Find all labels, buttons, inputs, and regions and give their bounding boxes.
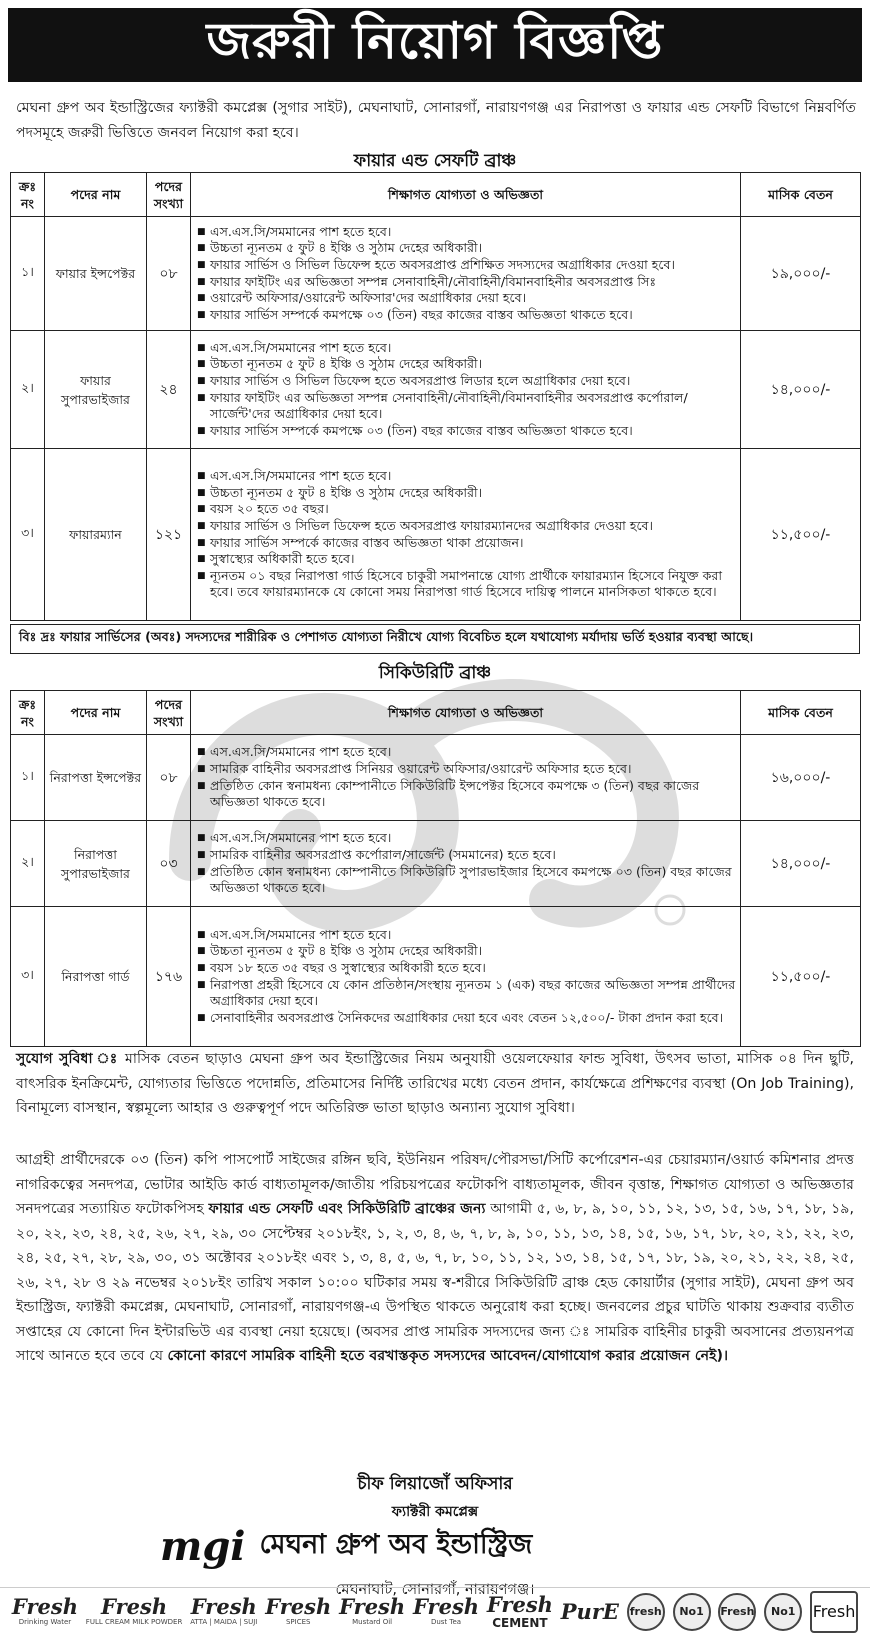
signatory-dept: ফ্যাক্টরী কমপ্লেক্স [391,1504,479,1520]
row-post: নিরাপত্তা সুপারভাইজার [45,821,147,907]
brand-badge-icon: Fresh [810,1591,858,1633]
requirement-item: ■ এস.এস.সি/সমমানের পাশ হতে হবে। [197,340,736,357]
row-count: ১৭৬ [147,907,191,1047]
signatory-title: চীফ লিয়াজোঁ অফিসার [357,1474,513,1494]
row-post: ফায়ারম্যান [45,449,147,621]
brand-badge-icon: Fresh [718,1593,756,1631]
row-post: নিরাপত্তা ইন্সপেক্টর [45,735,147,821]
row-sl: ৩। [11,449,45,621]
requirement-item: ■ এস.এস.সি/সমমানের পাশ হতে হবে। [197,744,736,761]
apply-text-1: আগ্রহী প্রার্থীদেরকে ০৩ (তিন) কপি পাসপোর্ট সাইজের রঙ্গিন ছবি, ইউনিয়ন পরিষদ/পৌরসভা/সিটি কর্পোরেশন-এর চেয়ারম্যান/ওয়ার্ড কমিশনার প্রদত্ত নাগরিকত্বের সনদপত্র, ভোটার আইডি কার্ড বাধ্যতামূলক/জাতীয় পরিচয়পত্রের ফটোকপি বাধ্যতামূলক, জীবন বৃত্তান্ত, শিক্ষাগত যোগ্যতা ও অভিজ্ঞতার সনদপত্রের সত্যায়িত ফটোকপিসহ [16,1152,854,1217]
requirement-item: ■ ন্যূনতম ০১ বছর নিরাপত্তা গার্ড হিসেবে চাকুরী সমাপনান্তে যোগ্য প্রার্থীকে ফায়ারম্যান হিসেবে নিযুক্ত করা হবে। তবে ফায়ারম্যানকে যে কোনো সময় নিরাপত্তা গার্ড হিসেবে দায়িত্ব পালনে মানসিকতা থাকতে হবে। [197,568,736,601]
requirement-item: ■ ওয়ারেন্ট অফিসার/ওয়ারেন্ট অফিসার'দের অগ্রাধিকার দেয়া হবে। [197,290,736,307]
requirement-item: ■ ফায়ার সার্ভিস সম্পর্কে কমপক্ষে ০৩ (তিন) বছর কাজের বাস্তব অভিজ্ঞতা থাকতে হবে। [197,423,736,440]
brand-logo: PurE [560,1598,619,1624]
company-logo: mgi [160,1522,246,1570]
security-branch-table [10,690,861,1047]
table-row [11,331,861,449]
row-salary: ১৪,০০০/- [741,821,861,907]
header-count: পদের সংখ্যা [147,691,191,735]
row-requirements [191,821,741,907]
row-count: ২৪ [147,331,191,449]
brand-badge-icon: fresh [627,1593,665,1631]
row-post: ফায়ার সুপারভাইজার [45,331,147,449]
table-row [11,907,861,1047]
requirement-item: ■ এস.এস.সি/সমমানের পাশ হতে হবে। [197,830,736,847]
brand-badge-icon: No1 [764,1593,802,1631]
row-count: ১২১ [147,449,191,621]
fire-branch-note: বিঃ দ্রঃ ফায়ার সার্ভিসের (অবঃ) সদস্যদের শারীরিক ও পেশাগত যোগ্যতা নিরীখে যোগ্য বিবেচিত হলে যথাযোগ্য মর্যাদায় ভর্তি হওয়ার ব্যবস্থা আছে। [10,624,860,654]
apply-paragraph [16,1148,854,1369]
requirement-item: ■ ফায়ার সার্ভিস সম্পর্কে কাজের বাস্তব অভিজ্ঞতা থাকা প্রয়োজন। [197,535,736,552]
header-post: পদের নাম [45,691,147,735]
apply-bold-2: কোনো কারণে সামরিক বাহিনী হতে বরখাস্তকৃত সদস্যদের আবেদন/যোগাযোগ করার প্রয়োজন নেই)। [167,1348,729,1364]
requirement-item: ■ সামরিক বাহিনীর অবসরপ্রাপ্ত সিনিয়র ওয়ারেন্ট অফিসার/ওয়ারেন্ট অফিসার হতে হবে। [197,761,736,778]
company-name: মেঘনা গ্রুপ অব ইন্ডাস্ট্রিজ [259,1528,533,1560]
intro-paragraph: মেঘনা গ্রুপ অব ইন্ডাস্ট্রিজের ফ্যাক্টরী কমপ্লেক্স (সুগার সাইট), মেঘনাঘাট, সোনারগাঁ, নারায়ণগঞ্জ এর নিরাপত্তা ও ফায়ার এন্ড সেফটি বিভাগে নিম্নবর্ণিত পদসমূহে জরুরী ভিত্তিতে জনবল নিয়োগ করা হবে। [16,100,856,141]
row-count: ০৮ [147,735,191,821]
requirement-item: ■ ফায়ার সার্ভিস ও সিভিল ডিফেন্স হতে অবসরপ্রাপ্ত ফায়ারম্যানদের অগ্রাধিকার দেওয়া হবে। [197,518,736,535]
requirement-item: ■ নিরাপত্তা প্রহরী হিসেবে যে কোন প্রতিষ্ঠান/সংস্থায় ন্যূনতম ১ (এক) বছর কাজের অভিজ্ঞতা সম্পন্ন প্রার্থীদের অগ্রাধিকার দেয়া হবে। [197,977,736,1010]
brand-badge-icon: No1 [673,1593,711,1631]
row-requirements [191,331,741,449]
row-sl: ১। [11,217,45,331]
benefits-paragraph [16,1047,854,1121]
table-header-row [11,173,861,217]
requirement-item: ■ প্রতিষ্ঠিত কোন স্বনামধন্য কোম্পানীতে সিকিউরিটি সুপারভাইজার হিসেবে কমপক্ষে ০৩ (তিন) বছর কাজের অভিজ্ঞতা থাকতে হবে। [197,864,736,897]
brand-logo: Fresh FULL CREAM MILK POWDER [85,1594,183,1626]
security-branch-title: সিকিউরিটি ব্রাঞ্চ [378,663,492,683]
requirement-item: ■ ফায়ার ফাইটিং এর অভিজ্ঞতা সম্পন্ন সেনাবাহিনী/নৌবাহিনী/বিমানবাহিনীর অবসরপ্রাপ্ত কর্পোরাল/সার্জেন্ট'দের অগ্রাধিকার দেয়া হবে। [197,390,736,423]
header-salary: মাসিক বেতন [741,691,861,735]
row-count: ০৮ [147,217,191,331]
company-address: মেঘনাঘাট, সোনারগাঁ, নারায়ণগঞ্জ। [335,1582,535,1598]
row-sl: ১। [11,735,45,821]
requirement-item: ■ উচ্চতা ন্যূনতম ৫ ফুট ৪ ইঞ্চি ও সুঠাম দেহের অধিকারী। [197,943,736,960]
fire-branch-table [10,172,861,621]
brand-logo: Fresh Drinking Water [11,1594,78,1626]
row-sl: ৩। [11,907,45,1047]
requirement-item: ■ সামরিক বাহিনীর অবসরপ্রাপ্ত কর্পোরাল/সার্জেন্ট (সমমানের) হতে হবে। [197,847,736,864]
header-sl: ক্রঃ নং [11,691,45,735]
requirement-item: ■ উচ্চতা ন্যূনতম ৫ ফুট ৪ ইঞ্চি ও সুঠাম দেহের অধিকারী। [197,356,736,373]
row-salary: ১৯,০০০/- [741,217,861,331]
header-requirements: শিক্ষাগত যোগ্যতা ও অভিজ্ঞতা [191,173,741,217]
brand-logo: Fresh Mustard Oil [339,1594,406,1626]
row-salary: ১১,৫০০/- [741,449,861,621]
requirement-item: ■ প্রতিষ্ঠিত কোন স্বনামধন্য কোম্পানীতে সিকিউরিটি ইন্সপেক্টর হিসেবে কমপক্ষে ৩ (তিন) বছর কাজের অভিজ্ঞতা থাকতে হবে। [197,778,736,811]
brand-footer [0,1587,870,1635]
table-header-row [11,691,861,735]
table-row [11,217,861,331]
requirement-item: ■ ফায়ার সার্ভিস ও সিভিল ডিফেন্স হতে অবসরপ্রাপ্ত প্রশিক্ষিত সদস্যদের অগ্রাধিকার দেওয়া হবে। [197,257,736,274]
requirement-item: ■ ফায়ার সার্ভিস সম্পর্কে কমপক্ষে ০৩ (তিন) বছর কাজের বাস্তব অভিজ্ঞতা থাকতে হবে। [197,307,736,324]
requirement-item: ■ উচ্চতা ন্যূনতম ৫ ফুট ৪ ইঞ্চি ও সুঠাম দেহের অধিকারী। [197,240,736,257]
row-salary: ১৪,০০০/- [741,331,861,449]
brand-logo: Fresh Dust Tea [412,1594,480,1626]
row-salary: ১১,৫০০/- [741,907,861,1047]
requirement-item: ■ এস.এস.সি/সমমানের পাশ হতে হবে। [197,927,736,944]
requirement-item: ■ ফায়ার ফাইটিং এর অভিজ্ঞতা সম্পন্ন সেনাবাহিনী/নৌবাহিনী/বিমানবাহিনীর অবসরপ্রাপ্ত সিঃ [197,274,736,291]
row-salary: ১৬,০০০/- [741,735,861,821]
header-post: পদের নাম [45,173,147,217]
row-requirements [191,449,741,621]
row-post: নিরাপত্তা গার্ড [45,907,147,1047]
benefits-text: মাসিক বেতন ছাড়াও মেঘনা গ্রুপ অব ইন্ডাস্ট্রিজের নিয়ম অনুযায়ী ওয়েলফেয়ার ফান্ড সুবিধা, উৎসব ভাতা, মাসিক ০৪ দিন ছুটি, বাৎসরিক ইনক্রিমেন্ট, যোগ্যতার ভিত্তিতে পদোন্নতি, প্রতিমাসের নির্দিষ্ট তারিখের মধ্যে বেতন প্রদান, কার্যক্ষেত্রে প্রশিক্ষণের ব্যবস্থা (On Job Training), বিনামূল্যে বাসস্থান, স্বল্পমূল্যে আহার ও গুরুত্বপূর্ণ পদে অতিরিক্ত ভাতা ছাড়াও অন্যান্য সুযোগ সুবিধা। [16,1051,854,1116]
table-row [11,735,861,821]
company-row [160,1520,720,1572]
requirement-item: ■ বয়স ১৮ হতে ৩৫ বছর ও সুস্বাস্থ্যের অধিকারী হতে হবে। [197,960,736,977]
header-salary: মাসিক বেতন [741,173,861,217]
header-requirements: শিক্ষাগত যোগ্যতা ও অভিজ্ঞতা [191,691,741,735]
table-row [11,449,861,621]
requirement-item: ■ সুস্বাস্থ্যের অধিকারী হতে হবে। [197,551,736,568]
row-requirements [191,907,741,1047]
row-requirements [191,217,741,331]
requirement-item: ■ সেনাবাহিনীর অবসরপ্রাপ্ত সৈনিকদের অগ্রাধিকার দেয়া হবে এবং বেতন ১২,৫০০/- টাকা প্রদান করা হবে। [197,1010,736,1027]
requirement-item: ■ ফায়ার সার্ভিস ও সিভিল ডিফেন্স হতে অবসরপ্রাপ্ত লিডার হলে অগ্রাধিকার দেয়া হবে। [197,373,736,390]
requirement-item: ■ এস.এস.সি/সমমানের পাশ হতে হবে। [197,468,736,485]
row-requirements [191,735,741,821]
row-sl: ২। [11,331,45,449]
page-headline: জরুরী নিয়োগ বিজ্ঞপ্তি [8,8,862,82]
row-sl: ২। [11,821,45,907]
header-count: পদের সংখ্যা [147,173,191,217]
requirement-item: ■ উচ্চতা ন্যূনতম ৫ ফুট ৪ ইঞ্চি ও সুঠাম দেহের অধিকারী। [197,485,736,502]
benefits-label: সুযোগ সুবিধা ঃ [16,1051,119,1067]
fire-branch-title: ফায়ার এন্ড সেফটি ব্রাঞ্চ [353,151,517,171]
apply-text-2: আগামী ৫, ৬, ৮, ৯, ১০, ১১, ১২, ১৩, ১৫, ১৬, ১৭, ১৮, ১৯, ২০, ২২, ২৩, ২৪, ২৫, ২৬, ২৭, ২৯, ৩০ সেপ্টেম্বর ২০১৮ইং, ১, ২, ৩, ৪, ৬, ৭, ৮, ৯, ১০, ১১, ১৩, ১৪, ১৫, ১৬, ১৭, ১৮, ২০, ২১, ২২, ২৩, ২৪, ২৫, ২৭, ২৮, ২৯, ৩০, ৩১ অক্টোবর ২০১৮ইং এবং ১, ৩, ৪, ৫, ৬, ৭, ৮, ১০, ১১, ১২, ১৩, ১৪, ১৫, ১৭, ১৮, ১৯, ২০, ২১, ২২, ২৪, ২৫, ২৬, ২৭, ২৮ ও ২৯ নভেম্বর ২০১৮ইং তারিখ সকাল ১০:০০ ঘটিকার সময় স্ব-শরীরে সিকিউরিটি ব্রাঞ্চ হেড কোয়ার্টার (সুগার সাইট), মেঘনা গ্রুপ অব ইন্ডাস্ট্রিজ, ফ্যাক্টরী কমপ্লেক্স, মেঘনাঘাট, সোনারগাঁ, নারায়ণগঞ্জ-এ উপস্থিত থাকতে অনুরোধ করা হচ্ছে। জনবলের প্রচুর ঘাটতি থাকায় শুক্রবার ব্যতীত সপ্তাহের যে কোনো দিন ইন্টারভিউ এর ব্যবস্থা নেয়া হয়েছে। (অবসর প্রাপ্ত সামরিক সদস্যদের জন্য ঃ সামরিক বাহিনীর চাকুরী অবসানের প্রত্যয়নপত্র সাথে আনতে হবে তবে যে [16,1201,855,1364]
requirement-item: ■ এস.এস.সি/সমমানের পাশ হতে হবে। [197,224,736,241]
apply-bold-1: ফায়ার এন্ড সেফটি এবং সিকিউরিটি ব্রাঞ্চের জন্য [208,1201,486,1217]
brand-logo: Fresh CEMENT [486,1591,553,1630]
brand-logo: Fresh ATTA | MAIDA | SUJI [190,1594,258,1626]
brand-logo: Fresh SPICES [265,1594,332,1626]
header-sl: ক্রঃ নং [11,173,45,217]
row-count: ০৩ [147,821,191,907]
table-row [11,821,861,907]
row-post: ফায়ার ইন্সপেক্টর [45,217,147,331]
requirement-item: ■ বয়স ২০ হতে ৩৫ বছর। [197,501,736,518]
